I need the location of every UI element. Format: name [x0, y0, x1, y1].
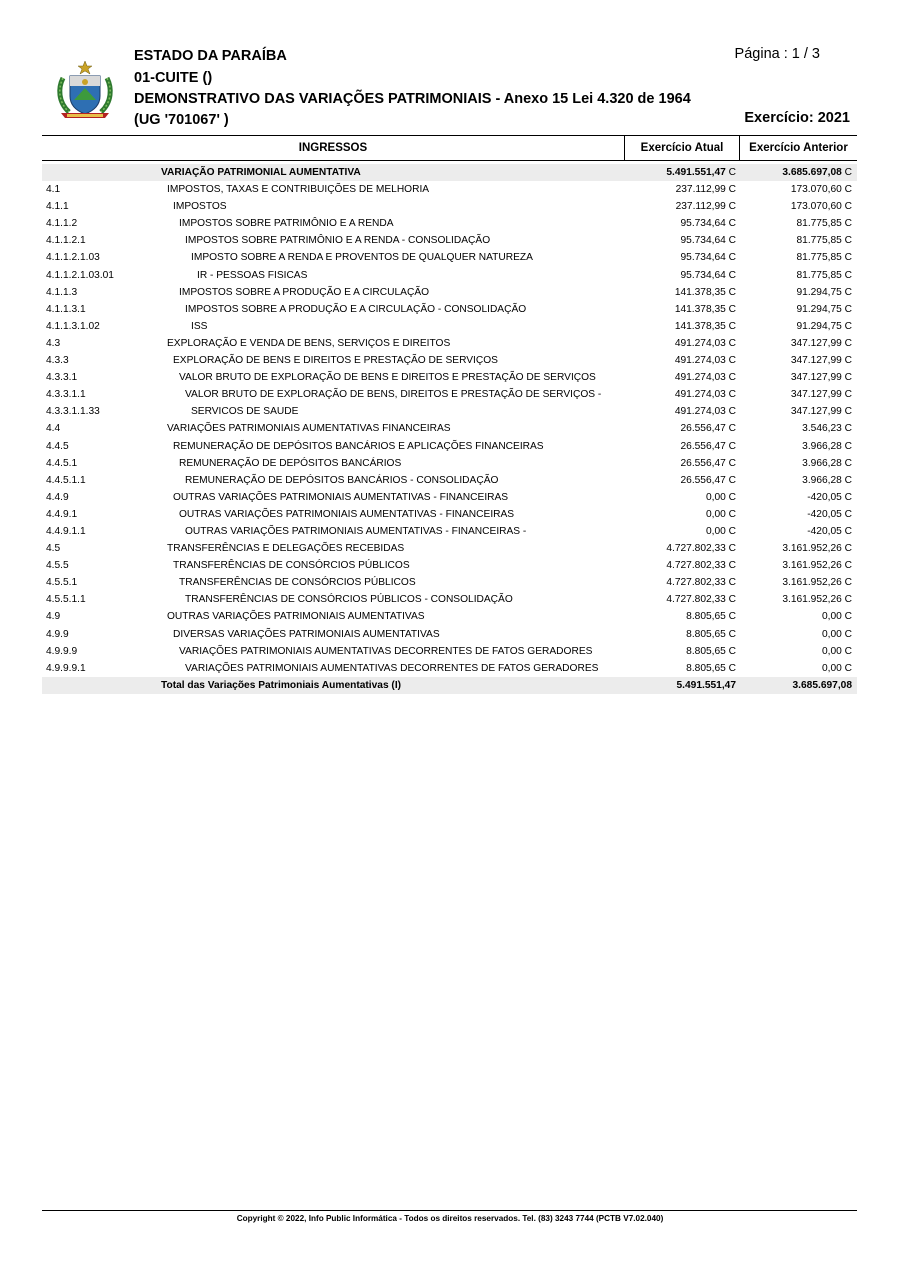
previous-year-amount: 91.294,75 C: [796, 286, 852, 298]
previous-year-amount: 3.966,28 C: [802, 474, 852, 486]
previous-year-value: [802, 455, 852, 472]
current-year-amount: 5.491.551,47: [676, 679, 736, 691]
table-row: [42, 506, 857, 523]
account-code: 4.1: [46, 184, 61, 196]
account-description: IMPOSTO SOBRE A RENDA E PROVENTOS DE QUALQUER NATUREZA: [191, 252, 533, 264]
previous-year-value: [807, 506, 852, 523]
account-code: 4.3.3.1.1.33: [46, 406, 100, 418]
current-year-value: [686, 660, 736, 677]
previous-year-value: [782, 540, 852, 557]
account-description: VARIAÇÃO PATRIMONIAL AUMENTATIVA: [161, 167, 361, 178]
previous-year-value: [791, 369, 852, 386]
account-description: EXPLORAÇÃO DE BENS E DIREITOS E PRESTAÇÃO DE SERVIÇOS: [173, 355, 498, 367]
current-year-amount: 95.734,64 C: [680, 218, 736, 230]
table-row: [42, 369, 857, 386]
account-code: 4.9.9.9: [46, 645, 78, 657]
previous-year-value: [793, 677, 852, 694]
previous-year-value: [791, 352, 852, 369]
previous-year-value: [791, 403, 852, 420]
previous-year-amount: 3.161.952,26 C: [782, 560, 852, 572]
previous-year-value: [796, 284, 852, 301]
previous-year-amount: 3.161.952,26 C: [782, 577, 852, 589]
previous-year-amount: 3.546,23 C: [802, 423, 852, 435]
current-year-value: [686, 608, 736, 625]
table-row: [42, 523, 857, 540]
table-row: [42, 335, 857, 352]
previous-year-value: [807, 523, 852, 540]
credit-suffix: C: [725, 167, 736, 178]
previous-year-amount: 173.070,60 C: [790, 184, 852, 196]
current-year-value: [675, 335, 736, 352]
account-code: 4.9: [46, 611, 61, 623]
account-description: DIVERSAS VARIAÇÕES PATRIMONIAIS AUMENTATIVAS: [173, 628, 440, 640]
previous-year-amount: -420,05 C: [807, 508, 852, 520]
account-description: OUTRAS VARIAÇÕES PATRIMONIAIS AUMENTATIVAS - FINANCEIRAS -: [185, 525, 527, 537]
current-year-value: [680, 420, 736, 437]
previous-year-amount: 81.775,85 C: [796, 235, 852, 247]
current-year-amount: 141.378,35 C: [674, 303, 736, 315]
current-year-value: [676, 198, 736, 215]
account-description: TRANSFERÊNCIAS DE CONSÓRCIOS PÚBLICOS: [179, 577, 416, 589]
previous-year-amount: 3.966,28 C: [802, 440, 852, 452]
previous-year-amount: 347.127,99 C: [790, 406, 852, 418]
current-year-value: [706, 489, 736, 506]
account-description: REMUNERAÇÃO DE DEPÓSITOS BANCÁRIOS: [179, 457, 402, 469]
account-description: ISS: [191, 320, 208, 332]
current-year-amount: 8.805,65 C: [686, 645, 736, 657]
previous-year-value: [782, 591, 852, 608]
table-row: [42, 643, 857, 660]
table-row: [42, 164, 857, 181]
current-year-amount: 26.556,47 C: [680, 440, 736, 452]
account-description: VALOR BRUTO DE EXPLORAÇÃO DE BENS, DIREITOS E PRESTAÇÃO DE SERVIÇOS -: [185, 389, 602, 401]
account-description: REMUNERAÇÃO DE DEPÓSITOS BANCÁRIOS E APLICAÇÕES FINANCEIRAS: [173, 440, 544, 452]
account-code: 4.4.5.1: [46, 457, 78, 469]
previous-year-amount: 91.294,75 C: [796, 303, 852, 315]
account-description: VARIAÇÕES PATRIMONIAIS AUMENTATIVAS FINANCEIRAS: [167, 423, 451, 435]
report-title: DEMONSTRATIVO DAS VARIAÇÕES PATRIMONIAIS - Anexo 15 Lei 4.320 de 1964: [134, 91, 691, 107]
table-row: [42, 626, 857, 643]
state-name: ESTADO DA PARAÍBA: [134, 48, 287, 64]
previous-year-value: [796, 249, 852, 266]
current-year-value: [680, 472, 736, 489]
account-description: OUTRAS VARIAÇÕES PATRIMONIAIS AUMENTATIVAS - FINANCEIRAS: [173, 491, 509, 503]
account-description: SERVICOS DE SAUDE: [191, 406, 299, 418]
account-description: IMPOSTOS SOBRE A PRODUÇÃO E A CIRCULAÇÃO: [179, 286, 430, 298]
current-year-value: [680, 232, 736, 249]
current-year-amount: 491.274,03 C: [674, 337, 736, 349]
table-row: [42, 677, 857, 694]
header-bottom-rule: [42, 160, 857, 161]
previous-year-value: [796, 267, 852, 284]
previous-year-value: [822, 626, 852, 643]
account-code: 4.3.3: [46, 355, 69, 367]
account-code: 4.9.9.9.1: [46, 662, 86, 674]
table-row: [42, 352, 857, 369]
account-code: 4.1.1.2: [46, 218, 78, 230]
account-code: 4.5: [46, 543, 61, 555]
current-year-value: [680, 215, 736, 232]
account-code: 4.1.1.2.1.03: [46, 252, 100, 264]
column-header-previous-year: Exercício Anterior: [749, 142, 848, 154]
footer-rule: [42, 1210, 857, 1211]
current-year-amount: 95.734,64 C: [680, 235, 736, 247]
account-code: 4.4.9: [46, 491, 69, 503]
previous-year-value: [802, 420, 852, 437]
account-description: TRANSFERÊNCIAS DE CONSÓRCIOS PÚBLICOS - CONSOLIDAÇÃO: [185, 594, 513, 606]
exercise-year: Exercício: 2021: [744, 110, 850, 126]
account-description: IMPOSTOS SOBRE PATRIMÔNIO E A RENDA: [179, 218, 394, 230]
table-row: [42, 660, 857, 677]
variations-table-body: [42, 164, 857, 694]
current-year-value: [680, 455, 736, 472]
current-year-value: [675, 386, 736, 403]
account-description: TRANSFERÊNCIAS E DELEGAÇÕES RECEBIDAS: [167, 543, 405, 555]
previous-year-amount: 91.294,75 C: [796, 320, 852, 332]
previous-year-amount: 173.070,60 C: [790, 201, 852, 213]
table-header: [42, 136, 857, 160]
previous-year-value: [822, 660, 852, 677]
current-year-value: [677, 677, 736, 694]
current-year-amount: 8.805,65 C: [686, 628, 736, 640]
current-year-amount: 0,00 C: [705, 508, 736, 520]
current-year-amount: 26.556,47 C: [680, 423, 736, 435]
current-year-value: [666, 557, 736, 574]
account-code: 4.3.3.1: [46, 372, 78, 384]
current-year-amount: 491.274,03 C: [674, 406, 736, 418]
ug-code: (UG '701067' ): [134, 112, 229, 128]
previous-year-amount: 3.161.952,26 C: [782, 543, 852, 555]
account-description: OUTRAS VARIAÇÕES PATRIMONIAIS AUMENTATIVAS - FINANCEIRAS: [179, 508, 515, 520]
account-code: 4.9.9: [46, 628, 69, 640]
account-description: IMPOSTOS SOBRE PATRIMÔNIO E A RENDA - CONSOLIDAÇÃO: [185, 235, 491, 247]
account-description: EXPLORAÇÃO E VENDA DE BENS, SERVIÇOS E DIREITOS: [167, 337, 451, 349]
previous-year-amount: 0,00 C: [821, 662, 852, 674]
table-row: [42, 403, 857, 420]
previous-year-amount: 3.685.697,08: [782, 167, 842, 178]
current-year-amount: 95.734,64 C: [680, 269, 736, 281]
current-year-amount: 491.274,03 C: [674, 355, 736, 367]
previous-year-value: [782, 574, 852, 591]
current-year-amount: 237.112,99 C: [675, 184, 736, 196]
account-code: 4.1.1.3: [46, 286, 78, 298]
table-row: [42, 249, 857, 266]
account-code: 4.4.5: [46, 440, 69, 452]
current-year-amount: 8.805,65 C: [686, 662, 736, 674]
previous-year-amount: 3.161.952,26 C: [782, 594, 852, 606]
account-code: 4.4: [46, 423, 61, 435]
previous-year-amount: 3.966,28 C: [802, 457, 852, 469]
previous-year-amount: 347.127,99 C: [790, 389, 852, 401]
current-year-value: [686, 643, 736, 660]
table-row: [42, 591, 857, 608]
current-year-amount: 4.727.802,33 C: [666, 594, 736, 606]
current-year-value: [675, 403, 736, 420]
account-description: OUTRAS VARIAÇÕES PATRIMONIAIS AUMENTATIVAS: [167, 611, 425, 623]
previous-year-amount: 0,00 C: [821, 628, 852, 640]
previous-year-value: [796, 232, 852, 249]
previous-year-value: [791, 181, 852, 198]
current-year-value: [706, 506, 736, 523]
previous-year-amount: 81.775,85 C: [796, 252, 852, 264]
current-year-value: [675, 301, 736, 318]
table-row: [42, 472, 857, 489]
current-year-amount: 26.556,47 C: [680, 457, 736, 469]
account-code: 4.5.5.1.1: [46, 594, 86, 606]
previous-year-value: [782, 164, 852, 181]
current-year-value: [666, 164, 736, 181]
previous-year-amount: 0,00 C: [821, 645, 852, 657]
page-indicator: Página : 1 / 3: [734, 46, 820, 62]
previous-year-amount: 347.127,99 C: [790, 372, 852, 384]
account-description: Total das Variações Patrimoniais Aumentativas (I): [161, 679, 402, 691]
state-coat-of-arms-logo: [55, 60, 115, 122]
previous-year-value: [822, 643, 852, 660]
current-year-amount: 491.274,03 C: [674, 389, 736, 401]
previous-year-value: [782, 557, 852, 574]
current-year-amount: 4.727.802,33 C: [666, 543, 736, 555]
current-year-value: [666, 574, 736, 591]
table-row: [42, 455, 857, 472]
current-year-value: [675, 369, 736, 386]
table-row: [42, 198, 857, 215]
table-row: [42, 267, 857, 284]
current-year-value: [675, 318, 736, 335]
table-row: [42, 557, 857, 574]
current-year-amount: 5.491.551,47: [666, 167, 726, 178]
current-year-value: [706, 523, 736, 540]
current-year-amount: 4.727.802,33 C: [666, 577, 736, 589]
account-code: 4.5.5: [46, 560, 69, 572]
table-row: [42, 386, 857, 403]
current-year-amount: 0,00 C: [705, 525, 736, 537]
previous-year-value: [791, 386, 852, 403]
table-row: [42, 301, 857, 318]
table-row: [42, 608, 857, 625]
previous-year-value: [822, 608, 852, 625]
previous-year-amount: -420,05 C: [807, 525, 852, 537]
account-description: REMUNERAÇÃO DE DEPÓSITOS BANCÁRIOS - CONSOLIDAÇÃO: [185, 474, 499, 486]
previous-year-value: [796, 215, 852, 232]
account-description: IMPOSTOS, TAXAS E CONTRIBUIÇÕES DE MELHORIA: [167, 184, 430, 196]
current-year-value: [680, 267, 736, 284]
current-year-value: [675, 352, 736, 369]
account-description: VALOR BRUTO DE EXPLORAÇÃO DE BENS E DIREITOS E PRESTAÇÃO DE SERVIÇOS: [179, 372, 596, 384]
current-year-value: [666, 540, 736, 557]
account-code: 4.5.5.1: [46, 577, 78, 589]
previous-year-value: [791, 335, 852, 352]
account-description: IMPOSTOS: [173, 201, 227, 213]
current-year-value: [676, 181, 736, 198]
current-year-amount: 4.727.802,33 C: [666, 560, 736, 572]
current-year-amount: 0,00 C: [705, 491, 736, 503]
previous-year-amount: 3.685.697,08: [792, 679, 852, 691]
table-row: [42, 215, 857, 232]
account-code: 4.1.1: [46, 201, 69, 213]
current-year-value: [675, 284, 736, 301]
account-code: 4.4.5.1.1: [46, 474, 86, 486]
account-code: 4.4.9.1.1: [46, 525, 86, 537]
account-code: 4.1.1.3.1: [46, 303, 86, 315]
account-description: VARIAÇÕES PATRIMONIAIS AUMENTATIVAS DECORRENTES DE FATOS GERADORES: [179, 645, 593, 657]
account-code: 4.1.1.2.1.03.01: [46, 269, 114, 281]
table-row: [42, 438, 857, 455]
current-year-amount: 26.556,47 C: [680, 474, 736, 486]
table-row: [42, 181, 857, 198]
current-year-amount: 141.378,35 C: [674, 286, 736, 298]
previous-year-value: [796, 301, 852, 318]
table-row: [42, 540, 857, 557]
account-code: 4.3.3.1.1: [46, 389, 86, 401]
current-year-amount: 141.378,35 C: [674, 320, 736, 332]
current-year-value: [686, 626, 736, 643]
current-year-amount: 491.274,03 C: [674, 372, 736, 384]
copyright-notice: Copyright © 2022, Info Public Informática - Todos os direitos reservados. Tel. (83) 3243 7744 (PCTB V7.02.040): [236, 1214, 664, 1223]
credit-suffix: C: [841, 167, 852, 178]
current-year-amount: 95.734,64 C: [680, 252, 736, 264]
current-year-value: [680, 438, 736, 455]
table-row: [42, 318, 857, 335]
previous-year-value: [796, 318, 852, 335]
table-row: [42, 574, 857, 591]
column-header-ingressos: INGRESSOS: [298, 142, 368, 154]
table-row: [42, 420, 857, 437]
previous-year-amount: 347.127,99 C: [790, 337, 852, 349]
current-year-amount: 8.805,65 C: [686, 611, 736, 623]
entity-name: 01-CUITE (): [134, 70, 213, 86]
previous-year-value: [791, 198, 852, 215]
account-description: IR - PESSOAS FISICAS: [197, 269, 308, 281]
current-year-value: [666, 591, 736, 608]
account-code: 4.4.9.1: [46, 508, 78, 520]
current-year-amount: 237.112,99 C: [675, 201, 736, 213]
column-header-current-year: Exercício Atual: [640, 142, 724, 154]
previous-year-amount: 347.127,99 C: [790, 355, 852, 367]
account-code: 4.1.1.3.1.02: [46, 320, 100, 332]
account-description: TRANSFERÊNCIAS DE CONSÓRCIOS PÚBLICOS: [173, 560, 410, 572]
table-row: [42, 284, 857, 301]
previous-year-value: [807, 489, 852, 506]
previous-year-amount: 81.775,85 C: [796, 218, 852, 230]
previous-year-amount: 0,00 C: [821, 611, 852, 623]
previous-year-value: [802, 472, 852, 489]
table-row: [42, 232, 857, 249]
previous-year-amount: 81.775,85 C: [796, 269, 852, 281]
account-code: 4.3: [46, 337, 61, 349]
table-row: [42, 489, 857, 506]
previous-year-amount: -420,05 C: [807, 491, 852, 503]
account-description: VARIAÇÕES PATRIMONIAIS AUMENTATIVAS DECORRENTES DE FATOS GERADORES: [185, 662, 599, 674]
account-code: 4.1.1.2.1: [46, 235, 86, 247]
current-year-value: [680, 249, 736, 266]
account-description: IMPOSTOS SOBRE A PRODUÇÃO E A CIRCULAÇÃO - CONSOLIDAÇÃO: [185, 303, 527, 315]
previous-year-value: [802, 438, 852, 455]
